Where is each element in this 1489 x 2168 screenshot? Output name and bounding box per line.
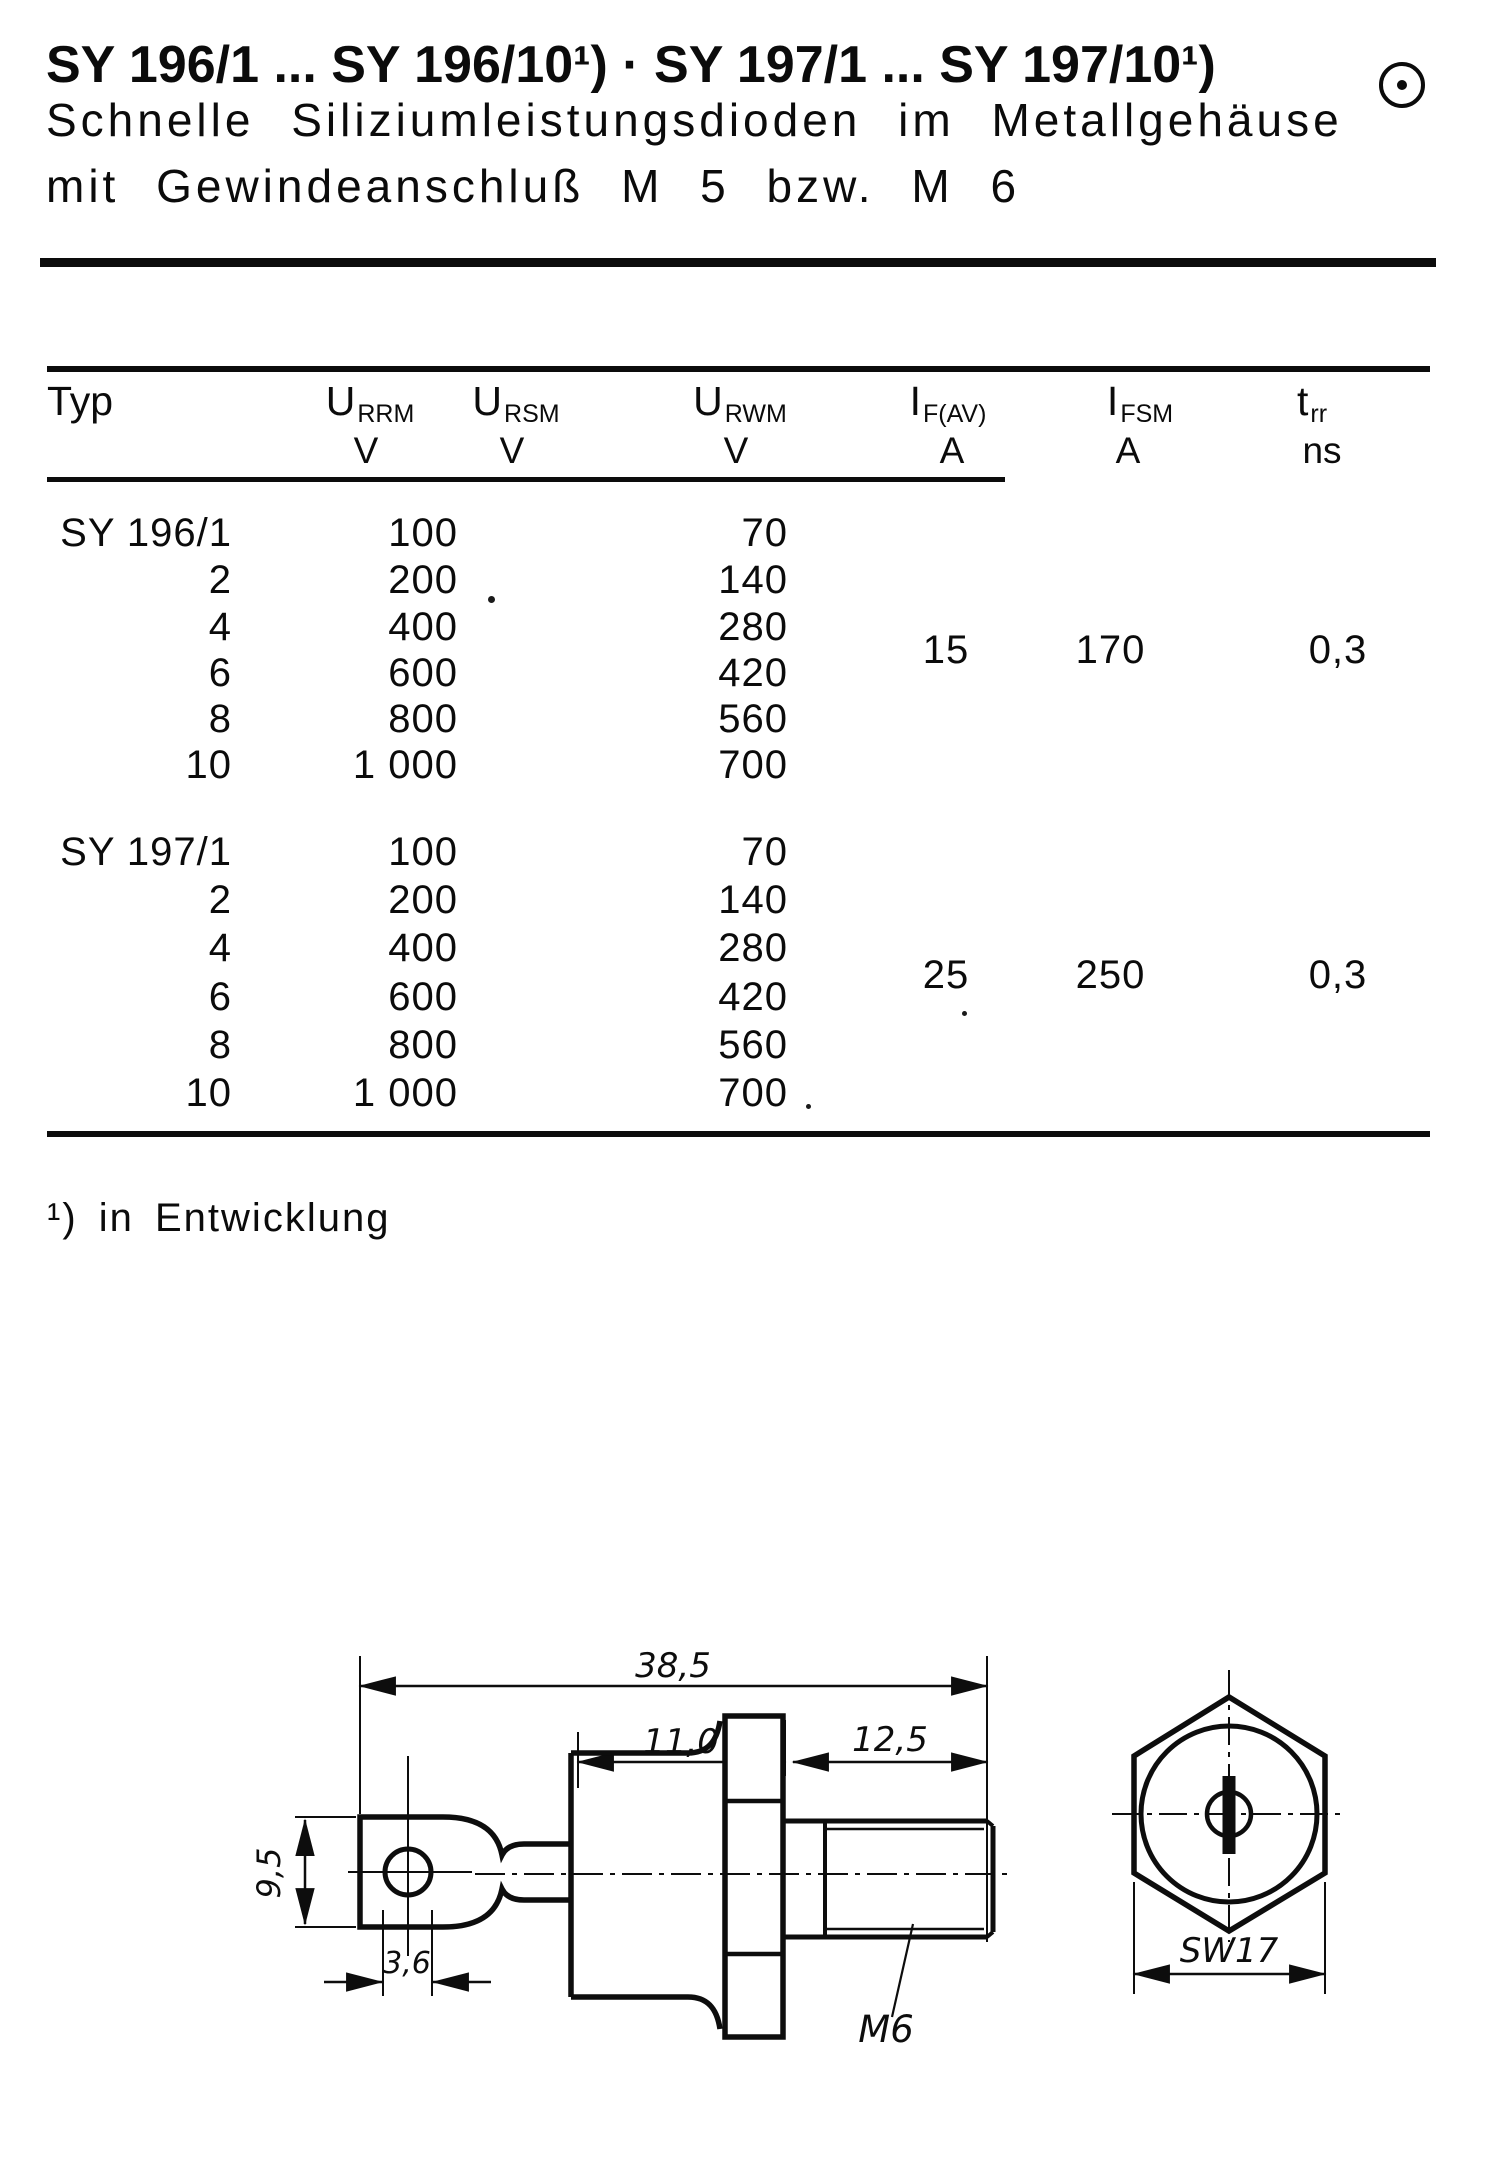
col-unit-ifsm: A xyxy=(1115,430,1141,471)
scan-speckle xyxy=(488,596,495,603)
trr-value: 0,3 xyxy=(1308,953,1368,997)
urwm-value: 560 xyxy=(718,1023,788,1067)
urrm-value: 600 xyxy=(388,651,458,695)
ifsm-value: 250 xyxy=(1075,953,1146,997)
subtitle-line-2: mit Gewindeanschluß M 5 bzw. M 6 xyxy=(46,160,1021,212)
table-top-rule xyxy=(47,366,1430,372)
diode-end-view xyxy=(1112,1670,1346,1994)
urrm-value: 1 000 xyxy=(352,1071,458,1115)
col-unit-ifav: A xyxy=(939,430,965,471)
urrm-value: 100 xyxy=(388,830,458,874)
urwm-value: 280 xyxy=(718,926,788,970)
typ-cell: 6 xyxy=(208,975,232,1019)
urrm-value: 600 xyxy=(388,975,458,1019)
dim-lug-height-label: 9,5 xyxy=(250,1847,288,1899)
dim-body-label: 11,0 xyxy=(643,1722,719,1762)
urwm-value: 280 xyxy=(718,605,788,649)
urwm-value: 420 xyxy=(718,651,788,695)
diode-side-view xyxy=(250,1646,1012,2051)
col-header-ifav: IF(AV) xyxy=(909,378,987,428)
typ-cell: 8 xyxy=(208,697,232,741)
urrm-value: 100 xyxy=(388,511,458,555)
urwm-value: 420 xyxy=(718,975,788,1019)
urwm-value: 70 xyxy=(741,830,788,874)
dim-hole-dia-label: 3,6 xyxy=(383,1946,431,1981)
urrm-value: 200 xyxy=(388,558,458,602)
typ-cell: 4 xyxy=(208,926,232,970)
col-unit-urwm: V xyxy=(723,430,749,471)
subtitle-line-1: Schnelle Siliziumleistungsdioden im Metallgehäuse xyxy=(46,94,1343,146)
table-bottom-rule xyxy=(47,1131,1430,1137)
scan-speckle xyxy=(806,1104,811,1109)
col-header-trr: trr xyxy=(1296,378,1328,428)
urrm-value: 400 xyxy=(388,926,458,970)
typ-cell: SY 196/1 xyxy=(60,511,232,555)
thread-label: M6 xyxy=(858,2008,914,2051)
technical-drawing xyxy=(240,1580,1420,2140)
typ-cell: 10 xyxy=(185,743,232,787)
urwm-value: 140 xyxy=(718,558,788,602)
typ-cell: SY 197/1 xyxy=(60,830,232,874)
typ-cell: 8 xyxy=(208,1023,232,1067)
footnote: ¹) in Entwicklung xyxy=(47,1196,391,1240)
urwm-value: 140 xyxy=(718,878,788,922)
col-header-urrm: URRM xyxy=(325,378,415,428)
ifav-value: 15 xyxy=(922,628,970,672)
table-header-rule xyxy=(47,477,1005,482)
title-rule xyxy=(40,258,1436,267)
dim-stud-label: 12,5 xyxy=(852,1720,928,1760)
circled-dot-icon xyxy=(1379,62,1425,108)
col-header-ursm: URSM xyxy=(472,378,560,428)
typ-cell: 4 xyxy=(208,605,232,649)
trr-value: 0,3 xyxy=(1308,628,1368,672)
col-header-ifsm: IFSM xyxy=(1106,378,1174,428)
urwm-value: 560 xyxy=(718,697,788,741)
typ-cell: 2 xyxy=(208,878,232,922)
urrm-value: 800 xyxy=(388,1023,458,1067)
wrench-size-label: SW17 xyxy=(1179,1931,1279,1971)
urrm-value: 400 xyxy=(388,605,458,649)
urwm-value: 700 xyxy=(718,743,788,787)
ifav-value: 25 xyxy=(922,953,970,997)
urrm-value: 200 xyxy=(388,878,458,922)
dim-total-label: 38,5 xyxy=(635,1646,711,1686)
col-header-urwm: URWM xyxy=(693,378,787,428)
col-header-typ: Typ xyxy=(47,378,114,424)
urrm-value: 800 xyxy=(388,697,458,741)
typ-cell: 10 xyxy=(185,1071,232,1115)
ifsm-value: 170 xyxy=(1075,628,1146,672)
urwm-value: 700 xyxy=(718,1071,788,1115)
typ-cell: 6 xyxy=(208,651,232,695)
typ-cell: 2 xyxy=(208,558,232,602)
page-title: SY 196/1 ... SY 196/10¹) · SY 197/1 ... SY 197/10¹) xyxy=(46,36,1216,94)
col-unit-urrm: V xyxy=(353,430,379,471)
urrm-value: 1 000 xyxy=(352,743,458,787)
scan-speckle xyxy=(962,1011,967,1016)
urwm-value: 70 xyxy=(741,511,788,555)
col-unit-ursm: V xyxy=(499,430,525,471)
col-unit-trr: ns xyxy=(1302,430,1342,471)
